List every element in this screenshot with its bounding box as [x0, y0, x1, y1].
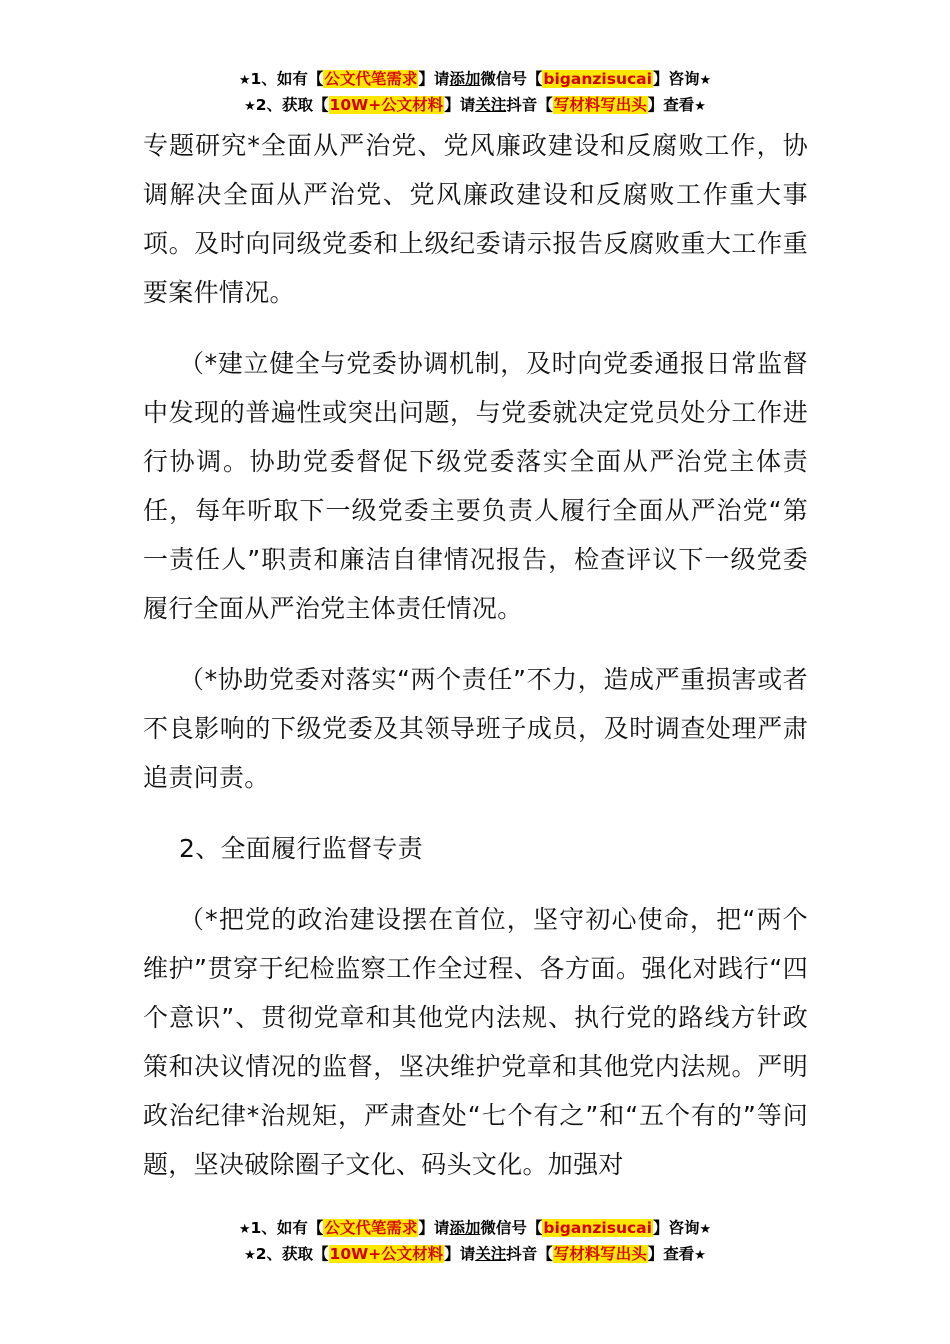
- section-heading: 2、全面履行监督专责: [179, 834, 423, 863]
- banner-line-2: ★2、获取【10W+公文材料】请关注抖音【写材料写出头】查看★: [244, 1245, 706, 1263]
- star-icon: ★: [699, 73, 712, 88]
- banner-line-1: ★1、如有【公文代笔需求】请添加微信号【biganzisucai】咨询★: [238, 70, 712, 88]
- highlight-douyin: 写材料写出头: [553, 96, 647, 114]
- banner-line-2: ★2、获取【10W+公文材料】请关注抖音【写材料写出头】查看★: [244, 96, 706, 114]
- paragraph-1: 专题研究*全面从严治党、党风廉政建设和反腐败工作，协调解决全面从严治党、党风廉政建设和反腐败工作重大事项。及时向同级党委和上级纪委请示报告反腐败重大工作重要案件情况。: [143, 131, 808, 307]
- star-icon: ★: [694, 99, 706, 114]
- star-icon: ★: [244, 99, 256, 114]
- star-icon: ★: [699, 1222, 712, 1237]
- star-icon: ★: [244, 1248, 256, 1263]
- highlight-materials: 10W+公文材料: [329, 1245, 444, 1263]
- star-icon: ★: [238, 73, 251, 88]
- highlight-service: 公文代笔需求: [324, 70, 418, 88]
- bottom-banner: [0, 1216, 950, 1268]
- top-banner: [0, 67, 950, 119]
- paragraph-4: （*把党的政治建设摆在首位，坚守初心使命，把“两个维护”贯穿于纪检监察工作全过程、各方面。强化对践行“四个意识”、贯彻党章和其他党内法规、执行党的路线方针政策和决议情况的监督，坚决维护党章和其他党内法规。严明政治纪律*治规矩，严肃查处“七个有之”和“五个有的”等问题，坚决破除圈子文化、码头文化。加强对: [143, 905, 808, 1179]
- highlight-wechat-id: biganzisucai: [543, 1219, 652, 1237]
- paragraph-2: （*建立健全与党委协调机制，及时向党委通报日常监督中发现的普遍性或突出问题，与党委就决定党员处分工作进行协调。协助党委督促下级党委落实全面从严治党主体责任，每年听取下一级党委主要负责人履行全面从严治党“第一责任人”职责和廉洁自律情况报告，检查评议下一级党委履行全面从严治党主体责任情况。: [143, 349, 808, 623]
- document-body: [143, 121, 808, 1189]
- highlight-douyin: 写材料写出头: [553, 1245, 647, 1263]
- star-icon: ★: [694, 1248, 706, 1263]
- highlight-materials: 10W+公文材料: [329, 96, 444, 114]
- banner-line-1: ★1、如有【公文代笔需求】请添加微信号【biganzisucai】咨询★: [238, 1219, 712, 1237]
- highlight-wechat-id: biganzisucai: [543, 70, 652, 88]
- star-icon: ★: [238, 1222, 251, 1237]
- highlight-service: 公文代笔需求: [324, 1219, 418, 1237]
- paragraph-3: （*协助党委对落实“两个责任”不力，造成严重损害或者不良影响的下级党委及其领导班子成员，及时调查处理严肃追责问责。: [143, 665, 808, 792]
